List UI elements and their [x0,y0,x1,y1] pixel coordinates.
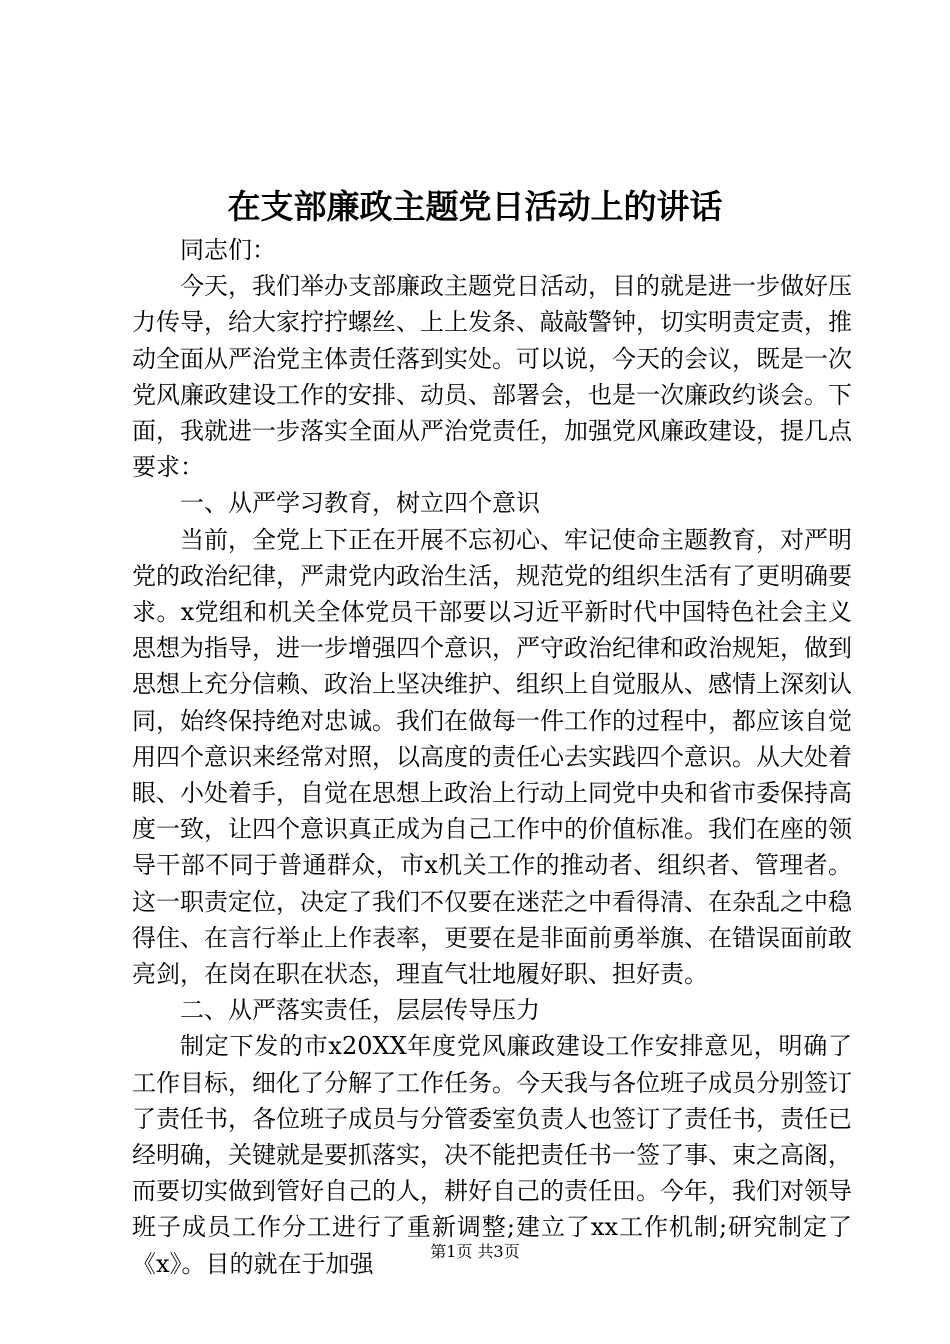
body-paragraph: 今天，我们举办支部廉政主题党日活动，目的就是进一步做好压力传导，给大家拧拧螺丝、上上发条、敲敲警钟，切实明责定责，推动全面从严治党主体责任落到实处。可以说，今天的会议，既是一次党风廉政建设工作的安排、动员、部署会，也是一次廉政约谈会。下面，我就进一步落实全面从严治党责任，加强党风廉政建设，提几点要求： [132,272,852,482]
section-heading: 二、从严落实责任，层层传导压力 [180,996,540,1025]
salutation: 同志们： [180,236,276,264]
page-footer: 第1页 共3页 [430,1242,520,1261]
section-heading: 一、从严学习教育，树立四个意识 [180,489,540,518]
body-paragraph: 制定下发的市x20XX年度党风廉政建设工作安排意见，明确了工作目标，细化了分解了工作任务。今天我与各位班子成员分别签订了责任书，各位班子成员与分管委室负责人也签订了责任书，责任已经明确，关键就是要抓落实，决不能把责任书一签了事、束之高阁，而要切实做到管好自己的人，耕好自己的责任田。今年，我们对领导班子成员工作分工进行了重新调整;建立了xx工作机制;研究制定了《x》。目的就在于加强 [132,1032,852,1278]
body-paragraph: 当前，全党上下正在开展不忘初心、牢记使命主题教育，对严明党的政治纪律，严肃党内政治生活，规范党的组织生活有了更明确要求。x党组和机关全体党员干部要以习近平新时代中国特色社会主义思想为指导，进一步增强四个意识，严守政治纪律和政治规矩，做到思想上充分信赖、政治上坚决维护、组织上自觉服从、感情上深刻认同，始终保持绝对忠诚。我们在做每一件工作的过程中，都应该自觉用四个意识来经常对照，以高度的责任心去实践四个意识。从大处着眼、小处着手，自觉在思想上政治上行动上同党中央和省市委保持高度一致，让四个意识真正成为自己工作中的价值标准。我们在座的领导干部不同于普通群众，市x机关工作的推动者、组织者、管理者。这一职责定位，决定了我们不仅要在迷茫之中看得清、在杂乱之中稳得住、在言行举止上作表率，更要在是非面前勇举旗、在错误面前敢亮剑，在岗在职在状态，理直气壮地履好职、担好责。 [132,525,852,989]
document-title: 在支部廉政主题党日活动上的讲话 [227,187,723,226]
document-body [132,232,852,1282]
